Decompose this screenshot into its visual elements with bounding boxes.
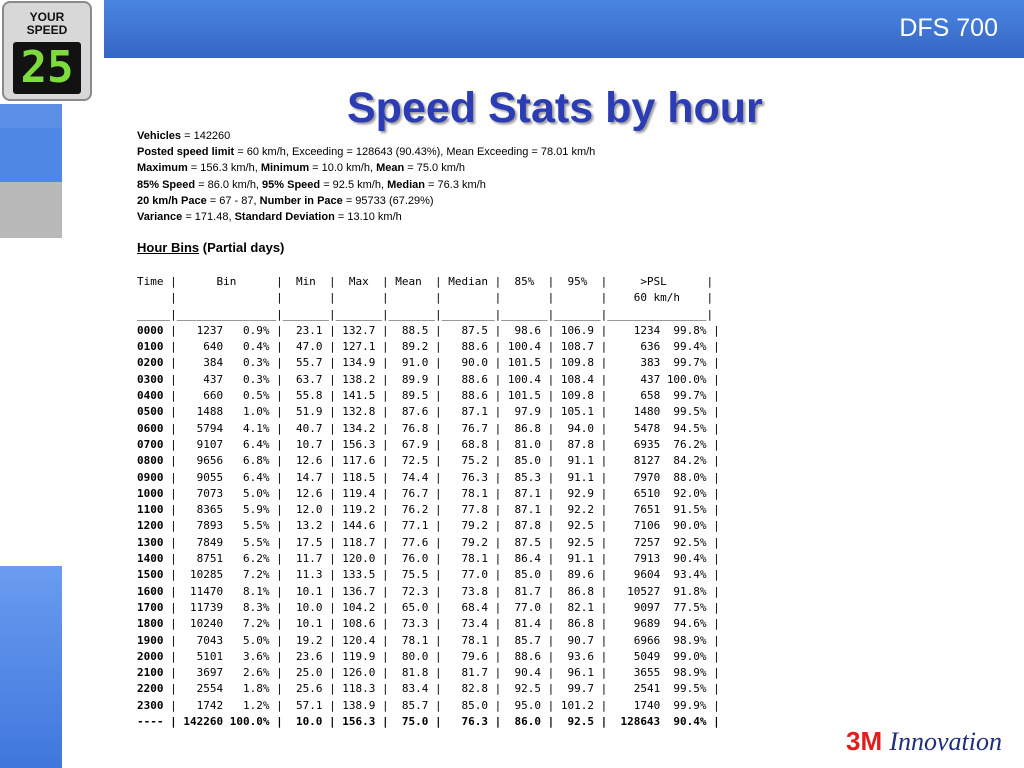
- row-hour: 1200: [137, 519, 164, 533]
- row-hour: 0500: [137, 405, 164, 419]
- table-row: 2200 | 2554 1.8% | 25.6 | 118.3 | 83.4 | 82.8 | 92.5 | 99.7 | 2541 99.5% |: [137, 682, 720, 696]
- row-hour: 0200: [137, 356, 164, 370]
- summary-stats: [137, 128, 595, 225]
- table-row: 1400 | 8751 6.2% | 11.7 | 120.0 | 76.0 | 78.1 | 86.4 | 91.1 | 7913 90.4% |: [137, 552, 720, 566]
- side-block: [0, 104, 62, 128]
- table-row: 1100 | 8365 5.9% | 12.0 | 119.2 | 76.2 | 77.8 | 87.1 | 92.2 | 7651 91.5% |: [137, 503, 720, 517]
- stats-line-percentiles: 85% Speed = 86.0 km/h, 95% Speed = 92.5 km/h, Median = 76.3 km/h: [137, 178, 486, 191]
- side-block: [0, 566, 62, 768]
- side-block: [0, 128, 62, 182]
- row-hour: 1800: [137, 617, 164, 631]
- row-hour: 1300: [137, 535, 164, 549]
- row-hour: 0600: [137, 421, 164, 435]
- stats-line-pace: 20 km/h Pace = 67 - 87, Number in Pace = 95733 (67.29%): [137, 194, 434, 207]
- hourly-stats-table: [137, 274, 720, 730]
- header-edge: [96, 0, 104, 58]
- table-row: 1700 | 11739 8.3% | 10.0 | 104.2 | 65.0 | 68.4 | 77.0 | 82.1 | 9097 77.5% |: [137, 600, 720, 614]
- brand-logo: [846, 726, 1002, 757]
- row-hour: 1700: [137, 600, 164, 614]
- table-row: 2100 | 3697 2.6% | 25.0 | 126.0 | 81.8 | 81.7 | 90.4 | 96.1 | 3655 98.9% |: [137, 666, 720, 680]
- table-total-row: ---- | 142260 100.0% | 10.0 | 156.3 | 75.0 | 76.3 | 86.0 | 92.5 | 128643 90.4% |: [137, 715, 720, 729]
- speed-sign-logo: [2, 1, 92, 101]
- row-hour: 0400: [137, 389, 164, 403]
- table-row: 1200 | 7893 5.5% | 13.2 | 144.6 | 77.1 | 79.2 | 87.8 | 92.5 | 7106 90.0% |: [137, 519, 720, 533]
- table-row: 0900 | 9055 6.4% | 14.7 | 118.5 | 74.4 | 76.3 | 85.3 | 91.1 | 7970 88.0% |: [137, 470, 720, 484]
- header-bar: [104, 0, 1024, 58]
- side-block: [0, 182, 62, 238]
- table-row: 0300 | 437 0.3% | 63.7 | 138.2 | 89.9 | 88.6 | 100.4 | 108.4 | 437 100.0% |: [137, 372, 720, 386]
- hour-bins-heading: Hour Bins (Partial days): [137, 240, 285, 255]
- brand-mark: 3M: [845, 726, 883, 756]
- row-hour: 2300: [137, 698, 164, 712]
- stats-line-vehicles: Vehicles = 142260: [137, 130, 231, 142]
- row-hour: 0700: [137, 437, 164, 451]
- table-row: 1600 | 11470 8.1% | 10.1 | 136.7 | 72.3 | 73.8 | 81.7 | 86.8 | 10527 91.8% |: [137, 584, 720, 598]
- speed-sign-line2: SPEED: [26, 23, 68, 37]
- row-hour: 0000: [137, 323, 164, 337]
- row-hour: 1500: [137, 568, 164, 582]
- table-row: 0200 | 384 0.3% | 55.7 | 134.9 | 91.0 | 90.0 | 101.5 | 109.8 | 383 99.7% |: [137, 356, 720, 370]
- row-hour: 1100: [137, 503, 164, 517]
- stats-line-variance: Variance = 171.48, Standard Deviation = 13.10 km/h: [137, 211, 402, 224]
- table-row: 2300 | 1742 1.2% | 57.1 | 138.9 | 85.7 | 85.0 | 95.0 | 101.2 | 1740 99.9% |: [137, 698, 720, 712]
- table-header-row: | | | | | | | | 60 km/h |: [170, 291, 714, 305]
- row-hour: 0300: [137, 372, 164, 386]
- table-header-row: Time | Bin | Min | Max | Mean | Median | 85% | 95% | >PSL |: [137, 275, 714, 288]
- speed-sign-display: 25: [13, 42, 81, 94]
- product-name: DFS 700: [899, 14, 998, 42]
- row-hour: 1600: [137, 584, 164, 598]
- table-row: 0000 | 1237 0.9% | 23.1 | 132.7 | 88.5 | 87.5 | 98.6 | 106.9 | 1234 99.8% |: [137, 323, 720, 337]
- row-hour: 2100: [137, 666, 164, 680]
- table-row: 2000 | 5101 3.6% | 23.6 | 119.9 | 80.0 | 79.6 | 88.6 | 93.6 | 5049 99.0% |: [137, 649, 720, 663]
- slide-title: Speed Stats by hour: [347, 84, 763, 132]
- row-hour: 2000: [137, 649, 164, 663]
- table-row: 0700 | 9107 6.4% | 10.7 | 156.3 | 67.9 | 68.8 | 81.0 | 87.8 | 6935 76.2% |: [137, 437, 720, 451]
- table-row: 1000 | 7073 5.0% | 12.6 | 119.4 | 76.7 | 78.1 | 87.1 | 92.9 | 6510 92.0% |: [137, 486, 720, 500]
- row-hour: 0900: [137, 470, 164, 484]
- table-row: 1800 | 10240 7.2% | 10.1 | 108.6 | 73.3 | 73.4 | 81.4 | 86.8 | 9689 94.6% |: [137, 617, 720, 631]
- table-row: 0100 | 640 0.4% | 47.0 | 127.1 | 89.2 | 88.6 | 100.4 | 108.7 | 636 99.4% |: [137, 340, 720, 354]
- row-hour: 1400: [137, 552, 164, 566]
- table-row: 0600 | 5794 4.1% | 40.7 | 134.2 | 76.8 | 76.7 | 86.8 | 94.0 | 5478 94.5% |: [137, 421, 720, 435]
- brand-tagline: Innovation: [889, 727, 1002, 756]
- row-hour: 0100: [137, 340, 164, 354]
- table-row: 0800 | 9656 6.8% | 12.6 | 117.6 | 72.5 | 75.2 | 85.0 | 91.1 | 8127 84.2% |: [137, 454, 720, 468]
- row-hour: 0800: [137, 454, 164, 468]
- table-row: 1900 | 7043 5.0% | 19.2 | 120.4 | 78.1 | 78.1 | 85.7 | 90.7 | 6966 98.9% |: [137, 633, 720, 647]
- row-hour: 1000: [137, 486, 164, 500]
- stats-line-extremes: Maximum = 156.3 km/h, Minimum = 10.0 km/h, Mean = 75.0 km/h: [137, 162, 466, 175]
- speed-sign-line1: YOUR: [29, 10, 65, 24]
- table-row: 0400 | 660 0.5% | 55.8 | 141.5 | 89.5 | 88.6 | 101.5 | 109.8 | 658 99.7% |: [137, 389, 720, 403]
- table-row: 0500 | 1488 1.0% | 51.9 | 132.8 | 87.6 | 87.1 | 97.9 | 105.1 | 1480 99.5% |: [137, 405, 720, 419]
- table-row: 1500 | 10285 7.2% | 11.3 | 133.5 | 75.5 | 77.0 | 85.0 | 89.6 | 9604 93.4% |: [137, 568, 720, 582]
- row-hour: 1900: [137, 633, 164, 647]
- table-row: 1300 | 7849 5.5% | 17.5 | 118.7 | 77.6 | 79.2 | 87.5 | 92.5 | 7257 92.5% |: [137, 535, 720, 549]
- row-hour: 2200: [137, 682, 164, 696]
- stats-line-posted: Posted speed limit = 60 km/h, Exceeding = 128643 (90.43%), Mean Exceeding = 78.01 km/h: [137, 146, 596, 159]
- table-header-row: _____|_______________|_______|_______|_______|________|_______|_______|_______________|: [137, 307, 714, 321]
- speed-sign-label: [4, 11, 90, 37]
